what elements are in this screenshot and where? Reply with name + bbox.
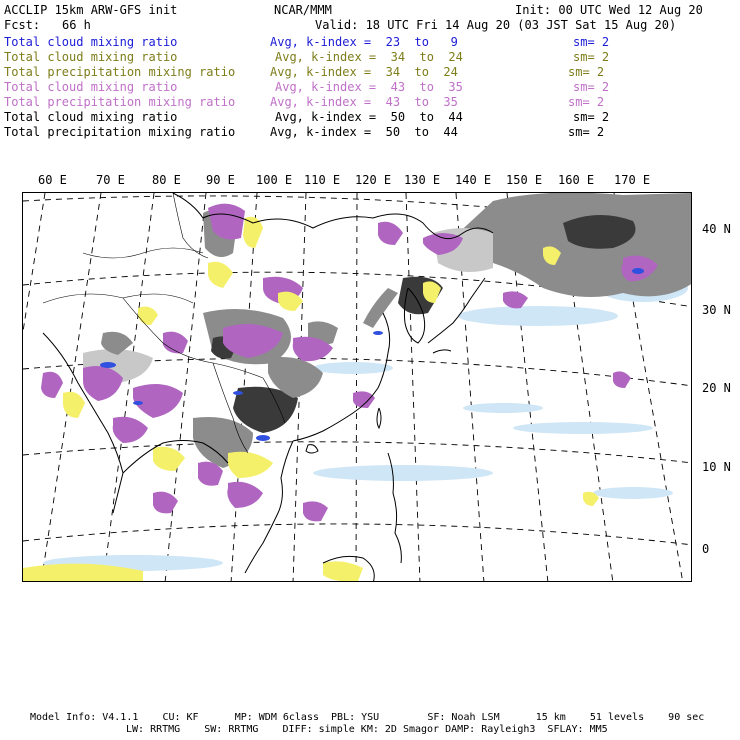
- lat-label: 20 N: [702, 381, 731, 395]
- legend-row-sm: sm= 2: [573, 50, 610, 64]
- legend-row-stat: Avg, k-index = 34 to 24: [275, 50, 463, 64]
- lat-label: 10 N: [702, 460, 731, 474]
- legend-row-stat: Avg, k-index = 23 to 9: [270, 35, 458, 49]
- legend-row-field: Total cloud mixing ratio: [4, 110, 178, 124]
- legend-row-sm: sm= 2: [568, 65, 605, 79]
- valid-time: Valid: 18 UTC Fri 14 Aug 20 (03 JST Sat 15 Aug 20): [315, 18, 677, 32]
- lat-label: 0: [702, 542, 710, 556]
- legend-row-sm: sm= 2: [573, 35, 610, 49]
- coastline-taiwan: [377, 408, 381, 428]
- legend-row-field: Total precipitation mixing ratio: [4, 95, 236, 109]
- cloud-blue-shading: [100, 268, 644, 441]
- lon-label: 60 E: [38, 173, 67, 187]
- fcst-value: 66 h: [62, 18, 91, 32]
- legend-row-sm: sm= 2: [573, 80, 610, 94]
- lon-label: 160 E: [558, 173, 595, 187]
- init-time: Init: 00 UTC Wed 12 Aug 20: [515, 3, 703, 17]
- lon-label: 100 E: [256, 173, 293, 187]
- footer-line-1: Model Info: V4.1.1 CU: KF MP: WDM 6class PBL: YSU SF: Noah LSM 15 km 51 levels 90 sec: [30, 712, 705, 723]
- legend-row-field: Total precipitation mixing ratio: [4, 65, 236, 79]
- footer-line-2: LW: RRTMG SW: RRTMG DIFF: simple KM: 2D Smagor DAMP: Rayleigh3 SFLAY: MM5: [126, 724, 608, 735]
- lat-label: 30 N: [702, 303, 731, 317]
- legend-row-stat: Avg, k-index = 50 to 44: [270, 125, 458, 139]
- legend-row-field: Total cloud mixing ratio: [4, 50, 178, 64]
- lon-label: 80 E: [152, 173, 181, 187]
- legend-row-stat: Avg, k-index = 43 to 35: [270, 95, 458, 109]
- lon-label: 170 E: [614, 173, 651, 187]
- parallel-line: [23, 524, 692, 545]
- map-panel: [22, 192, 692, 582]
- legend-row-field: Total cloud mixing ratio: [4, 35, 178, 49]
- lon-label: 120 E: [355, 173, 392, 187]
- meridian-line: [406, 193, 420, 582]
- legend-row-sm: sm= 2: [573, 110, 610, 124]
- legend-row-field: Total precipitation mixing ratio: [4, 125, 236, 139]
- model-title: ACCLIP 15km ARW-GFS init: [4, 3, 178, 17]
- forecast-map: [23, 193, 692, 582]
- lon-label: 90 E: [206, 173, 235, 187]
- legend-row-stat: Avg, k-index = 50 to 44: [275, 110, 463, 124]
- lon-label: 130 E: [404, 173, 441, 187]
- lon-label: 70 E: [96, 173, 125, 187]
- lon-label: 110 E: [304, 173, 341, 187]
- center-org: NCAR/MMM: [274, 3, 332, 17]
- lon-label: 140 E: [455, 173, 492, 187]
- legend-row-stat: Avg, k-index = 43 to 35: [275, 80, 463, 94]
- coastline-hainan: [306, 445, 318, 453]
- legend-row-sm: sm= 2: [568, 95, 605, 109]
- lat-label: 40 N: [702, 222, 731, 236]
- legend-row-stat: Avg, k-index = 34 to 24: [270, 65, 458, 79]
- legend-row-field: Total cloud mixing ratio: [4, 80, 178, 94]
- fcst-label: Fcst:: [4, 18, 41, 32]
- parallel-line: [23, 442, 692, 463]
- legend-row-sm: sm= 2: [568, 125, 605, 139]
- precip-yellow-shading: [23, 217, 599, 582]
- lon-label: 150 E: [506, 173, 543, 187]
